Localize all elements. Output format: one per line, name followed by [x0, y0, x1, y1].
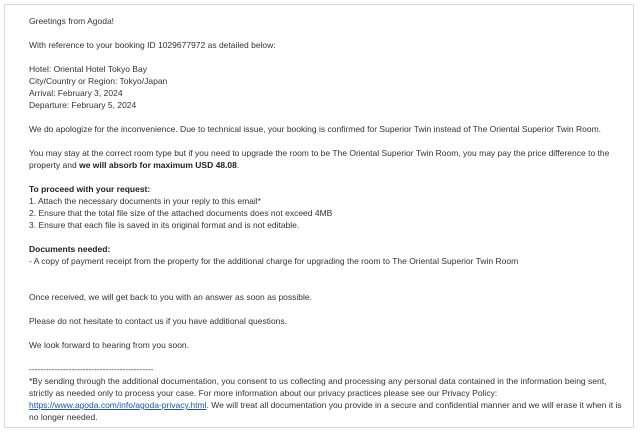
detail-location: City/Country or Region: Tokyo/Japan [29, 76, 168, 86]
upgrade-option-text: You may stay at the correct room type but if you need to upgrade the room to be The Oriental Superior Twin Room, you may pay the price difference to the property and [29, 148, 610, 170]
contact-text: Please do not hesitate to contact us if you have additional questions. [29, 316, 288, 326]
documents-heading: Documents needed: [29, 244, 111, 254]
proceed-heading: To proceed with your request: [29, 184, 151, 194]
proceed-step: 2. Ensure that the total file size of the attached documents does not exceed 4MB [29, 208, 333, 218]
apology-text: We do apologize for the inconvenience. Due to technical issue, your booking is confirmed for Superior Twin instead of The Oriental Superior Twin Room. [29, 124, 602, 134]
separator: -------------------------------------------- [29, 364, 154, 374]
upgrade-option-end: . [236, 160, 240, 170]
documents-item: - A copy of payment receipt from the property for the additional charge for upgrading the room to The Oriental Superior Twin Room [29, 256, 519, 266]
privacy-policy-link[interactable]: https://www.agoda.com/info/agoda-privacy.html [29, 400, 207, 410]
absorb-amount: we will absorb for maximum USD 48.08 [79, 160, 237, 170]
detail-arrival: Arrival: February 3, 2024 [29, 88, 123, 98]
footnote-end-text: . We will treat all documentation you provide in a secure and confidential manner and we will erase it when it is no longer needed. [29, 400, 622, 422]
booking-reference: With reference to your booking ID 1029677972 as detailed below: [29, 40, 276, 50]
email-frame [4, 4, 634, 428]
detail-departure: Departure: February 5, 2024 [29, 100, 137, 110]
received-text: Once received, we will get back to you with an answer as soon as possible. [29, 292, 313, 302]
upgrade-option-paragraph [29, 147, 625, 171]
footnote-text: *By sending through the additional documentation, you consent to us collecting and processing any personal data contained in the information being sent, strictly as needed only to process your case. For more information about our privacy practices please see our Privacy Policy: [29, 376, 607, 398]
privacy-footnote [29, 375, 625, 423]
detail-hotel: Hotel: Oriental Hotel Tokyo Bay [29, 64, 147, 74]
greeting: Greetings from Agoda! [29, 16, 115, 26]
proceed-step: 1. Attach the necessary documents in your reply to this email* [29, 196, 261, 206]
proceed-step: 3. Ensure that each file is saved in its original format and is not editable. [29, 220, 300, 230]
email-body [29, 15, 625, 423]
closing-text: We look forward to hearing from you soon. [29, 340, 190, 350]
